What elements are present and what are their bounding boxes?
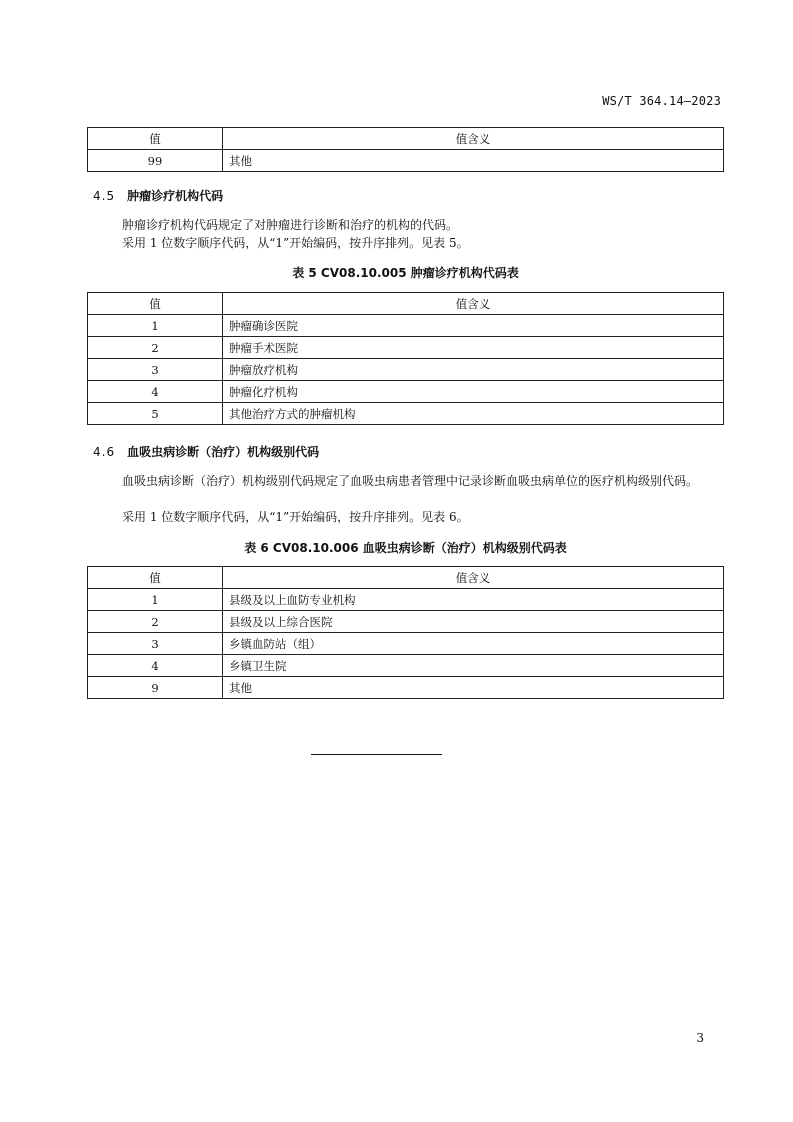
paragraph: 采用 1 位数字顺序代码，从“1”开始编码，按升序排列。见表 6。 [122,510,469,524]
cell-meaning: 其他 [223,150,724,172]
page-number: 3 [696,1031,704,1045]
cell-meaning: 县级及以上血防专业机构 [223,589,724,611]
cell-meaning: 其他治疗方式的肿瘤机构 [223,403,724,425]
cell-value: 3 [88,633,223,655]
cell-meaning: 其他 [223,677,724,699]
cell-meaning: 乡镇血防站（组） [223,633,724,655]
table-row [88,403,724,425]
table-row [88,315,724,337]
table-caption-5: 表 5 CV08.10.005 肿瘤诊疗机构代码表 [292,266,519,280]
table-header-row [88,128,724,150]
cell-value: 1 [88,315,223,337]
header-value: 值 [88,293,223,315]
section-number: 4.5 [93,189,116,203]
cell-value: 2 [88,337,223,359]
cell-meaning: 乡镇卫生院 [223,655,724,677]
table-row [88,677,724,699]
paragraph: 血吸虫病诊断（治疗）机构级别代码规定了血吸虫病患者管理中记录诊断血吸虫病单位的医疗机构级别代码。 [122,474,699,488]
code-table-5 [87,292,724,425]
table-row [88,337,724,359]
section-heading-4-5 [93,187,223,204]
table-header-row [88,567,724,589]
table-header-row [88,293,724,315]
cell-value: 2 [88,611,223,633]
cell-value: 1 [88,589,223,611]
standard-code: WS/T 364.14—2023 [602,94,721,108]
header-value: 值 [88,128,223,150]
paragraph: 肿瘤诊疗机构代码规定了对肿瘤进行诊断和治疗的机构的代码。 [122,218,459,232]
table-row [88,381,724,403]
code-table-continued [87,127,724,172]
end-rule-divider [311,754,442,755]
table-row [88,150,724,172]
table-row [88,655,724,677]
cell-meaning: 肿瘤放疗机构 [223,359,724,381]
cell-value: 3 [88,359,223,381]
cell-value: 99 [88,150,223,172]
table-row [88,589,724,611]
paragraph: 采用 1 位数字顺序代码，从“1”开始编码，按升序排列。见表 5。 [122,236,469,250]
cell-value: 5 [88,403,223,425]
cell-value: 9 [88,677,223,699]
cell-meaning: 县级及以上综合医院 [223,611,724,633]
cell-meaning: 肿瘤确诊医院 [223,315,724,337]
section-title: 肿瘤诊疗机构代码 [127,189,224,203]
cell-value: 4 [88,381,223,403]
cell-meaning: 肿瘤化疗机构 [223,381,724,403]
table-row [88,611,724,633]
code-table-6 [87,566,724,699]
section-title: 血吸虫病诊断（治疗）机构级别代码 [127,445,320,459]
header-meaning: 值含义 [223,293,724,315]
table-row [88,633,724,655]
header-meaning: 值含义 [223,128,724,150]
table-caption-6: 表 6 CV08.10.006 血吸虫病诊断（治疗）机构级别代码表 [244,541,567,555]
section-number: 4.6 [93,445,116,459]
table-row [88,359,724,381]
cell-value: 4 [88,655,223,677]
section-heading-4-6 [93,443,319,460]
header-meaning: 值含义 [223,567,724,589]
header-value: 值 [88,567,223,589]
cell-meaning: 肿瘤手术医院 [223,337,724,359]
